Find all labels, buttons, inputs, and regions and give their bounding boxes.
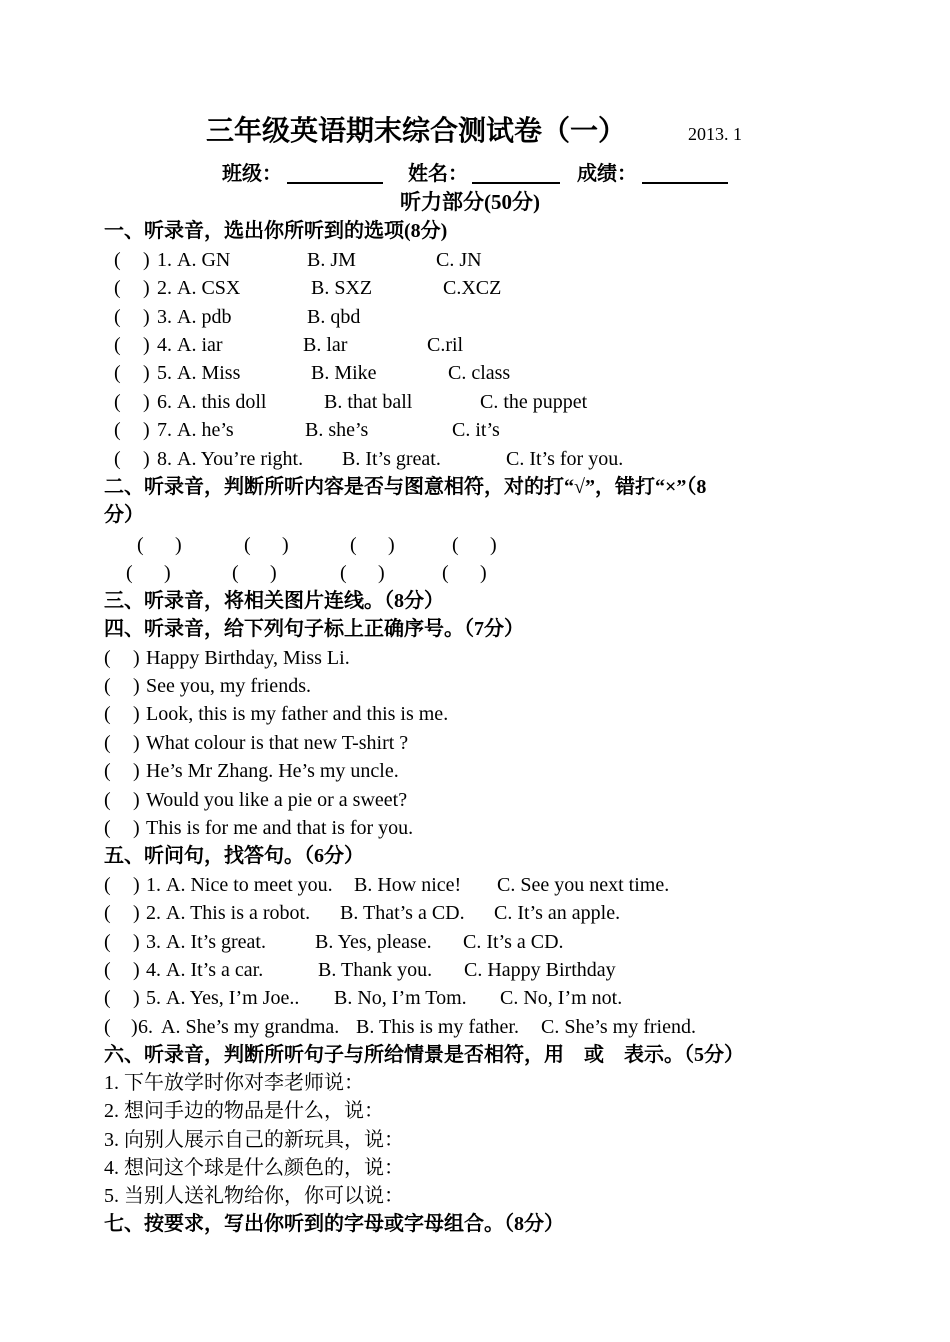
answer-paren-close: ) bbox=[133, 931, 140, 953]
answer-paren-close: ) bbox=[131, 1016, 138, 1038]
order-paren-open: ( bbox=[104, 760, 111, 782]
class-label: 班级： bbox=[222, 163, 282, 185]
option-a: A. iar bbox=[177, 334, 223, 356]
option-c: C. It’s an apple. bbox=[494, 902, 621, 924]
question-number: 8. bbox=[157, 448, 172, 470]
exam-date: 2013. 1 bbox=[688, 124, 742, 144]
question-number: 6. bbox=[157, 391, 172, 413]
answer-paren-open: ( bbox=[114, 362, 121, 384]
judgement-paren-open: ( bbox=[244, 534, 251, 556]
option-b: B. lar bbox=[303, 334, 348, 356]
option-b: B. No, I’m Tom. bbox=[334, 987, 467, 1009]
section7-heading: 七、按要求，写出你听到的字母或字母组合。（8分） bbox=[104, 1213, 564, 1235]
answer-paren-open: ( bbox=[114, 334, 121, 356]
section5-heading: 五、听问句，找答句。（6分） bbox=[104, 845, 364, 867]
judgement-paren-close: ) bbox=[490, 534, 497, 556]
option-c: C. See you next time. bbox=[497, 874, 670, 896]
sentence-text: This is for me and that is for you. bbox=[146, 817, 414, 839]
option-a: A. this doll bbox=[177, 391, 267, 413]
option-a: A. Miss bbox=[177, 362, 241, 384]
judgement-paren-close: ) bbox=[175, 534, 182, 556]
option-c: C. class bbox=[448, 362, 511, 384]
option-a: A. It’s a car. bbox=[166, 959, 264, 981]
class-blank[interactable] bbox=[287, 182, 383, 184]
order-paren-close: ) bbox=[133, 647, 140, 669]
answer-paren-open: ( bbox=[114, 277, 121, 299]
answer-paren-close: ) bbox=[133, 959, 140, 981]
answer-paren-close: ) bbox=[143, 448, 150, 470]
order-paren-open: ( bbox=[104, 817, 111, 839]
section6-heading: 六、听录音，判断所听句子与所给情景是否相符，用 或 表示。（5分） bbox=[104, 1044, 744, 1066]
answer-paren-open: ( bbox=[114, 249, 121, 271]
order-paren-close: ) bbox=[133, 789, 140, 811]
question-number: 2. bbox=[146, 902, 161, 924]
option-a: A. This is a robot. bbox=[166, 902, 311, 924]
option-c: C. JN bbox=[436, 249, 482, 271]
option-c: C. She’s my friend. bbox=[541, 1016, 696, 1038]
sentence-text: Happy Birthday, Miss Li. bbox=[146, 647, 350, 669]
order-paren-close: ) bbox=[133, 732, 140, 754]
option-c: C. the puppet bbox=[480, 391, 588, 413]
question-number: 5. bbox=[157, 362, 172, 384]
answer-paren-open: ( bbox=[114, 306, 121, 328]
order-paren-close: ) bbox=[133, 817, 140, 839]
option-c: C.XCZ bbox=[443, 277, 502, 299]
question-number: 2. bbox=[157, 277, 172, 299]
student-info-row bbox=[0, 160, 950, 188]
sentence-text: He’s Mr Zhang. He’s my uncle. bbox=[146, 760, 399, 782]
question-number: 4. bbox=[146, 959, 161, 981]
sentence-text: Would you like a pie or a sweet? bbox=[146, 789, 408, 811]
sentence-text: Look, this is my father and this is me. bbox=[146, 703, 449, 725]
section1-heading: 一、听录音，选出你所听到的选项(8分) bbox=[104, 220, 448, 242]
judgement-paren-close: ) bbox=[282, 534, 289, 556]
option-b: B. It’s great. bbox=[342, 448, 441, 470]
answer-paren-close: ) bbox=[133, 987, 140, 1009]
answer-paren-open: ( bbox=[114, 419, 121, 441]
order-paren-close: ) bbox=[133, 675, 140, 697]
option-c: C. it’s bbox=[452, 419, 500, 441]
score-label: 成绩： bbox=[577, 163, 637, 185]
section4-heading: 四、听录音，给下列句子标上正确序号。（7分） bbox=[104, 618, 524, 640]
option-a: A. She’s my grandma. bbox=[161, 1016, 340, 1038]
judgement-paren-open: ( bbox=[350, 534, 357, 556]
order-paren-open: ( bbox=[104, 703, 111, 725]
option-a: A. pdb bbox=[177, 306, 232, 328]
answer-paren-close: ) bbox=[143, 334, 150, 356]
option-c: C.ril bbox=[427, 334, 464, 356]
judgement-paren-close: ) bbox=[378, 562, 385, 584]
scenario-text: 2. 想问手边的物品是什么，说： bbox=[104, 1100, 384, 1122]
question-number: 4. bbox=[157, 334, 172, 356]
question-number: 3. bbox=[157, 306, 172, 328]
option-a: A. It’s great. bbox=[166, 931, 266, 953]
answer-paren-close: ) bbox=[133, 874, 140, 896]
answer-paren-open: ( bbox=[104, 1016, 111, 1038]
judgement-paren-open: ( bbox=[442, 562, 449, 584]
answer-paren-close: ) bbox=[143, 362, 150, 384]
answer-paren-close: ) bbox=[143, 277, 150, 299]
option-b: B. Yes, please. bbox=[315, 931, 432, 953]
order-paren-close: ) bbox=[133, 703, 140, 725]
order-paren-open: ( bbox=[104, 789, 111, 811]
option-b: B. that ball bbox=[324, 391, 413, 413]
option-c: C. Happy Birthday bbox=[464, 959, 616, 981]
judgement-paren-open: ( bbox=[232, 562, 239, 584]
scenario-text: 5. 当别人送礼物给你，你可以说： bbox=[104, 1185, 404, 1207]
judgement-paren-close: ) bbox=[164, 562, 171, 584]
answer-paren-open: ( bbox=[104, 987, 111, 1009]
order-paren-open: ( bbox=[104, 732, 111, 754]
section3-heading: 三、听录音，将相关图片连线。（8分） bbox=[104, 590, 444, 612]
section2-heading-line1: 二、听录音，判断所听内容是否与图意相符，对的打“√”，错打“×”（8 bbox=[104, 476, 707, 498]
name-blank[interactable] bbox=[472, 182, 560, 184]
order-paren-open: ( bbox=[104, 647, 111, 669]
judgement-paren-open: ( bbox=[452, 534, 459, 556]
option-b: B. SXZ bbox=[311, 277, 373, 299]
option-a: A. GN bbox=[177, 249, 231, 271]
answer-paren-close: ) bbox=[143, 419, 150, 441]
option-a: A. CSX bbox=[177, 277, 241, 299]
listening-subtitle: 听力部分(50分) bbox=[400, 190, 540, 214]
score-blank[interactable] bbox=[642, 182, 728, 184]
judgement-paren-open: ( bbox=[340, 562, 347, 584]
option-b: B. How nice! bbox=[354, 874, 462, 896]
judgement-paren-close: ) bbox=[480, 562, 487, 584]
option-b: B. JM bbox=[307, 249, 356, 271]
name-label: 姓名： bbox=[408, 163, 468, 185]
answer-paren-close: ) bbox=[143, 249, 150, 271]
question-number: 1. bbox=[157, 249, 172, 271]
question-number: 6. bbox=[138, 1016, 153, 1038]
question-number: 3. bbox=[146, 931, 161, 953]
question-number: 7. bbox=[157, 419, 172, 441]
answer-paren-close: ) bbox=[143, 306, 150, 328]
judgement-paren-close: ) bbox=[270, 562, 277, 584]
sentence-text: What colour is that new T-shirt ? bbox=[146, 732, 409, 754]
answer-paren-open: ( bbox=[104, 902, 111, 924]
option-c: C. It’s for you. bbox=[506, 448, 624, 470]
order-paren-close: ) bbox=[133, 760, 140, 782]
scenario-text: 4. 想问这个球是什么颜色的，说： bbox=[104, 1157, 404, 1179]
option-b: B. she’s bbox=[305, 419, 369, 441]
option-a: A. Nice to meet you. bbox=[166, 874, 333, 896]
answer-paren-close: ) bbox=[143, 391, 150, 413]
answer-paren-open: ( bbox=[104, 959, 111, 981]
answer-paren-close: ) bbox=[133, 902, 140, 924]
order-paren-open: ( bbox=[104, 675, 111, 697]
option-a: A. Yes, I’m Joe.. bbox=[166, 987, 300, 1009]
question-number: 1. bbox=[146, 874, 161, 896]
option-c: C. It’s a CD. bbox=[463, 931, 564, 953]
sentence-text: See you, my friends. bbox=[146, 675, 311, 697]
option-b: B. qbd bbox=[307, 306, 361, 328]
option-a: A. he’s bbox=[177, 419, 234, 441]
option-b: B. Thank you. bbox=[318, 959, 433, 981]
question-number: 5. bbox=[146, 987, 161, 1009]
option-c: C. No, I’m not. bbox=[500, 987, 623, 1009]
answer-paren-open: ( bbox=[104, 931, 111, 953]
judgement-paren-close: ) bbox=[388, 534, 395, 556]
option-b: B. That’s a CD. bbox=[340, 902, 465, 924]
answer-paren-open: ( bbox=[114, 391, 121, 413]
section2-heading-line2: 分） bbox=[104, 504, 144, 526]
option-b: B. This is my father. bbox=[356, 1016, 519, 1038]
option-b: B. Mike bbox=[311, 362, 377, 384]
scenario-text: 3. 向别人展示自己的新玩具，说： bbox=[104, 1129, 404, 1151]
page-title: 三年级英语期末综合测试卷（一） bbox=[206, 116, 627, 147]
judgement-paren-open: ( bbox=[126, 562, 133, 584]
answer-paren-open: ( bbox=[114, 448, 121, 470]
judgement-paren-open: ( bbox=[137, 534, 144, 556]
scenario-text: 1. 下午放学时你对李老师说： bbox=[104, 1072, 364, 1094]
answer-paren-open: ( bbox=[104, 874, 111, 896]
option-a: A. You’re right. bbox=[177, 448, 304, 470]
